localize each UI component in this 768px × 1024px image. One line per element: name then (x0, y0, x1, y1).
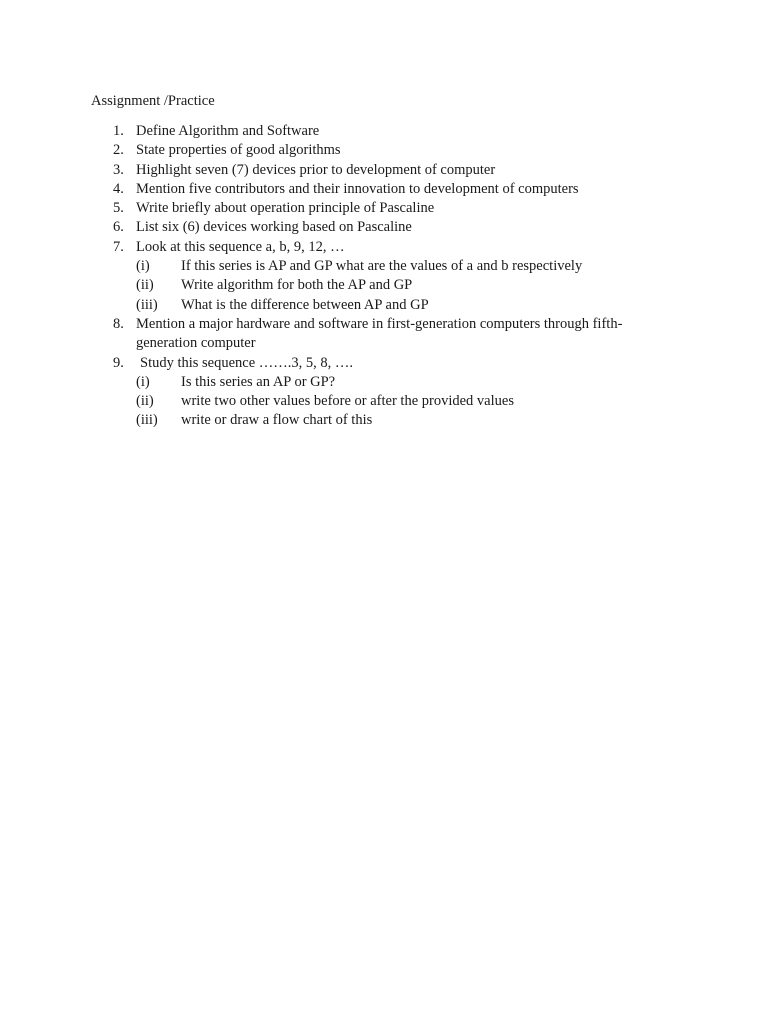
question-text: List six (6) devices working based on Pascaline (136, 219, 412, 236)
question-item-3 (0, 161, 656, 180)
sub-question-numeral: (ii) (136, 277, 154, 294)
question-number: 5. (113, 200, 124, 217)
question-item-8 (0, 315, 656, 354)
question-number: 8. (113, 315, 124, 332)
question-text: Look at this sequence a, b, 9, 12, … (136, 238, 345, 255)
question-item-7 (0, 238, 656, 257)
sub-question-numeral: (iii) (136, 412, 158, 429)
sub-question-text: Write algorithm for both the AP and GP (181, 277, 413, 294)
question-number: 9. (113, 354, 124, 371)
sub-question-text: If this series is AP and GP what are the values of a and b respectively (181, 258, 583, 275)
question-text: Highlight seven (7) devices prior to development of computer (136, 161, 496, 178)
sub-question-text: write two other values before or after the provided values (181, 393, 514, 410)
question-item-1 (0, 122, 656, 141)
question-number: 1. (113, 123, 124, 139)
question-text: Mention five contributors and their innovation to development of computers (136, 180, 579, 197)
sub-question-text: What is the difference between AP and GP (181, 296, 429, 313)
sub-question-numeral: (i) (136, 373, 150, 390)
sub-question-numeral: (ii) (136, 393, 154, 410)
question-item-2 (0, 141, 656, 160)
question-text: Define Algorithm and Software (136, 123, 320, 139)
question-item-4 (0, 180, 656, 199)
question-number: 7. (113, 238, 124, 255)
document-title: Assignment /Practice (91, 93, 215, 109)
question-text: State properties of good algorithms (136, 142, 341, 159)
question-item-6 (0, 218, 656, 237)
question-item-9 (0, 354, 656, 373)
sub-question-7-i (0, 257, 768, 276)
question-text: Mention a major hardware and software in first-generation computers through fifth-generation computer (136, 315, 623, 352)
sub-question-text: write or draw a flow chart of this (181, 412, 373, 429)
sub-question-7-iii (0, 296, 768, 315)
question-list (0, 122, 768, 431)
sub-question-numeral: (i) (136, 258, 150, 275)
question-item-5 (0, 199, 656, 218)
sub-question-9-i (0, 373, 768, 392)
sub-question-numeral: (iii) (136, 296, 158, 313)
question-text: Write briefly about operation principle of Pascaline (136, 200, 435, 217)
sub-question-text: Is this series an AP or GP? (181, 373, 336, 390)
question-number: 4. (113, 180, 124, 197)
question-number: 6. (113, 219, 124, 236)
question-text: Study this sequence …….3, 5, 8, …. (140, 354, 354, 371)
question-number: 2. (113, 142, 124, 159)
question-number: 3. (113, 161, 124, 178)
sub-question-9-ii (0, 392, 768, 411)
sub-question-7-ii (0, 276, 768, 295)
sub-question-9-iii (0, 411, 768, 430)
